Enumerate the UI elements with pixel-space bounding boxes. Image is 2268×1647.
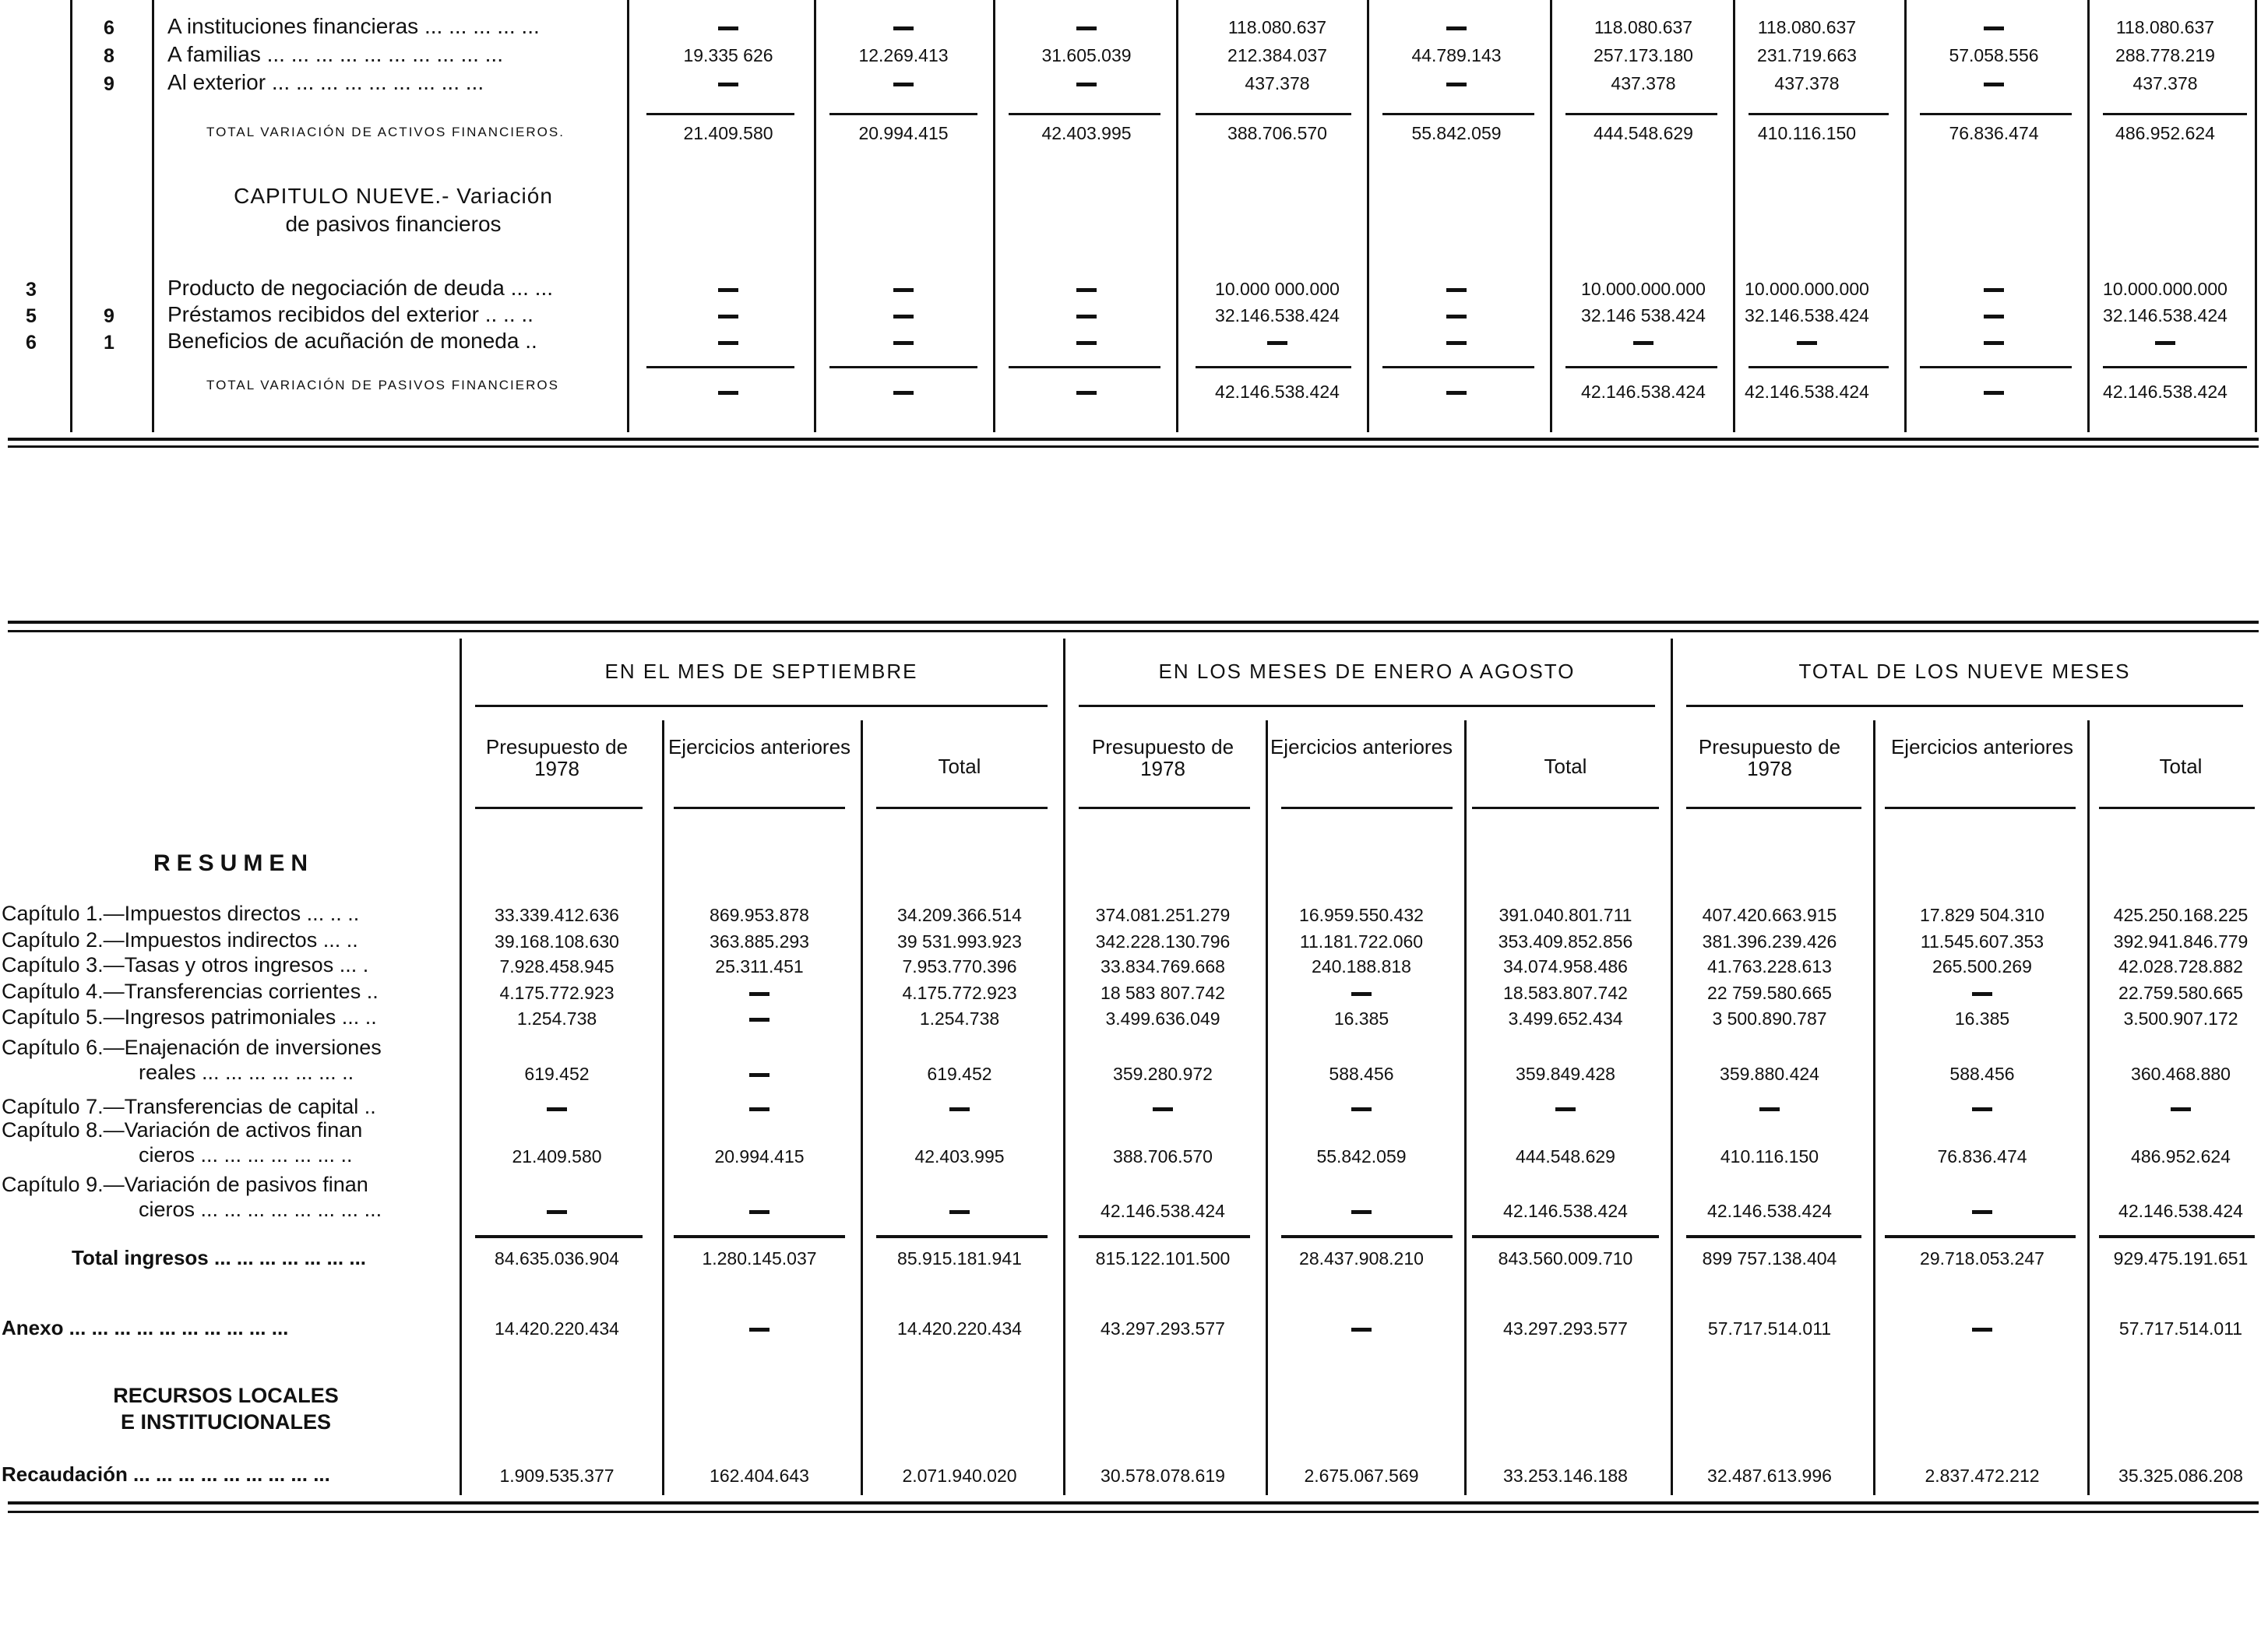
resumen-row-label-cont: reales ... ... ... ... ... ... .. — [139, 1061, 354, 1084]
group-header: EN EL MES DE SEPTIEMBRE — [604, 660, 918, 683]
top-column-rule — [1367, 0, 1369, 432]
top-row9-dash — [1984, 341, 2004, 345]
total-rule — [1281, 1235, 1453, 1238]
sub-column-rule — [1873, 720, 1875, 1495]
total-pasivos-dash — [718, 391, 738, 395]
total-rule — [1472, 1235, 1659, 1238]
top-row-dash — [893, 83, 914, 86]
top-row-value: 288.778.219 — [2115, 45, 2215, 65]
resumen-row-label: Capítulo 9.—Variación de pasivos finan — [2, 1173, 368, 1196]
resumen-row-value: 39.168.108.630 — [495, 931, 619, 952]
resumen-row-value: 16.959.550.432 — [1299, 905, 1424, 925]
resumen-row-value: 34.074.958.486 — [1503, 956, 1628, 977]
total-pasivos-value: 42.146.538.424 — [1745, 382, 1869, 402]
bottom-table-bottom-rule — [8, 1511, 2259, 1513]
subtotal-rule — [2103, 366, 2247, 368]
resumen-row-value: 410.116.150 — [1720, 1146, 1819, 1167]
resumen-row-label: Capítulo 6.—Enajenación de inversiones — [2, 1036, 382, 1059]
resumen-row-label: Capítulo 5.—Ingresos patrimoniales ... .. — [2, 1005, 377, 1029]
resumen-row-value: 869.953.878 — [710, 905, 809, 925]
recaudacion-value: 30.578.078.619 — [1101, 1466, 1225, 1486]
recaudacion-value: 33.253.146.188 — [1503, 1466, 1628, 1486]
group-header: TOTAL DE LOS NUEVE MESES — [1798, 660, 2131, 683]
resumen-row-dash — [2171, 1107, 2191, 1111]
resumen-row-dash — [749, 1107, 770, 1111]
subtotal-rule — [646, 366, 794, 368]
resumen-row-dash — [1351, 1210, 1372, 1214]
total-ingresos-value: 28.437.908.210 — [1299, 1248, 1424, 1269]
resumen-row-value: 619.452 — [524, 1064, 590, 1084]
total-pasivos-dash — [893, 391, 914, 395]
group-header-rule — [1079, 705, 1655, 707]
resumen-row-value: 1.254.738 — [919, 1008, 1000, 1029]
resumen-row-value: 7.928.458.945 — [499, 956, 615, 977]
top-row9-dash — [893, 341, 914, 345]
resumen-row-label-cont: cieros ... ... ... ... ... ... .. — [139, 1143, 353, 1167]
resumen-title: RESUMEN — [153, 850, 314, 876]
resumen-row-value: 359.280.972 — [1113, 1064, 1213, 1084]
recaudacion-value: 2.675.067.569 — [1304, 1466, 1419, 1486]
resumen-row-value: 18 583 807.742 — [1101, 983, 1225, 1003]
total-ingresos-value: 29.718.053.247 — [1920, 1248, 2044, 1269]
total-activos-value: 42.403.995 — [1041, 123, 1132, 143]
resumen-row-dash — [1972, 1210, 1992, 1214]
row-label: Préstamos recibidos del exterior .. .. .. — [167, 302, 534, 326]
row-label: Beneficios de acuñación de moneda .. — [167, 329, 537, 353]
resumen-row-dash — [1351, 1107, 1372, 1111]
total-activos-value: 486.952.624 — [2115, 123, 2215, 143]
anexo-value: 43.297.293.577 — [1503, 1318, 1628, 1339]
top-row9-dash — [718, 341, 738, 345]
total-pasivos-dash — [1984, 391, 2004, 395]
resumen-row-value: 42.028.728.882 — [2118, 956, 2243, 977]
anexo-value: 14.420.220.434 — [495, 1318, 619, 1339]
resumen-row-value: 3.499.636.049 — [1105, 1008, 1220, 1029]
total-ingresos-label: Total ingresos ... ... ... ... ... ... ... — [72, 1246, 367, 1269]
group-header-rule — [475, 705, 1048, 707]
subtotal-rule — [1196, 366, 1351, 368]
resumen-row-value: 42.146.538.424 — [1707, 1201, 1832, 1221]
top-row-value: 44.789.143 — [1411, 45, 1502, 65]
subtotal-rule — [1196, 113, 1351, 115]
group-separator-rule — [1063, 639, 1065, 1495]
resumen-row-value: 42.403.995 — [914, 1146, 1005, 1167]
subtotal-rule — [1920, 113, 2072, 115]
top-row-dash — [1984, 83, 2004, 86]
resumen-row-value: 42.146.538.424 — [1101, 1201, 1225, 1221]
row-code-2: 1 — [104, 332, 114, 354]
top-row-value: 118.080.637 — [1594, 17, 1693, 37]
bottom-table-bottom-rule — [8, 1501, 2259, 1504]
anexo-value: 43.297.293.577 — [1101, 1318, 1225, 1339]
top-row-value: 19.335 626 — [683, 45, 773, 65]
subtotal-rule — [1565, 113, 1717, 115]
total-activos-value: 410.116.150 — [1757, 123, 1857, 143]
row-code-2: 8 — [104, 45, 114, 67]
sub-column-rule — [2087, 720, 2090, 1495]
resumen-row-value: 42.146.538.424 — [1503, 1201, 1628, 1221]
top-table-bottom-rule — [8, 445, 2259, 448]
total-ingresos-value: 843.560.009.710 — [1498, 1248, 1633, 1269]
top-row9-value: 10.000.000.000 — [1745, 279, 1869, 299]
total-ingresos-value: 1.280.145.037 — [702, 1248, 817, 1269]
sub-header: Presupuesto de 1978 — [1698, 735, 1841, 780]
total-activos-label: TOTAL VARIACIÓN DE ACTIVOS FINANCIEROS. — [206, 125, 565, 139]
resumen-row-value: 17.829 504.310 — [1920, 905, 2044, 925]
resumen-row-dash — [949, 1107, 970, 1111]
row-label: A familias ... ... ... ... ... ... ... ... ... ... — [167, 42, 503, 66]
top-row9-dash — [1633, 341, 1653, 345]
total-rule — [674, 1235, 845, 1238]
top-row-value: 437.378 — [1611, 73, 1676, 93]
group-separator-rule — [460, 639, 462, 1495]
recursos-title-line1: RECURSOS LOCALES — [113, 1384, 339, 1407]
resumen-row-value: 342.228.130.796 — [1095, 931, 1231, 952]
sub-header: Ejercicios anteriores — [1270, 735, 1453, 758]
top-row9-dash — [1076, 315, 1097, 318]
resumen-row-value: 33.834.769.668 — [1101, 956, 1225, 977]
recaudacion-label: Recaudación ... ... ... ... ... ... ... ... ... — [2, 1462, 330, 1486]
resumen-row-value: 265.500.269 — [1932, 956, 2032, 977]
resumen-row-dash — [1555, 1107, 1576, 1111]
top-row-dash — [718, 83, 738, 86]
resumen-row-value: 39 531.993.923 — [897, 931, 1022, 952]
total-activos-value: 444.548.629 — [1594, 123, 1693, 143]
resumen-row-value: 41.763.228.613 — [1707, 956, 1832, 977]
top-column-rule — [1550, 0, 1552, 432]
resumen-row-label: Capítulo 1.—Impuestos directos ... .. .. — [2, 902, 360, 925]
top-row-value: 437.378 — [2132, 73, 2198, 93]
resumen-row-value: 33.339.412.636 — [495, 905, 619, 925]
sub-header: Ejercicios anteriores — [667, 735, 851, 758]
top-row-dash — [718, 26, 738, 30]
resumen-row-dash — [1351, 992, 1372, 996]
top-row-value: 31.605.039 — [1041, 45, 1132, 65]
top-row9-value: 10.000 000.000 — [1215, 279, 1340, 299]
resumen-row-value: 11.181.722.060 — [1299, 931, 1424, 952]
resumen-row-value: 21.409.580 — [512, 1146, 602, 1167]
recaudacion-value: 32.487.613.996 — [1707, 1466, 1832, 1486]
resumen-row-value: 588.456 — [1949, 1064, 2015, 1084]
subtotal-rule — [1009, 113, 1160, 115]
bottom-table-top-rule — [8, 630, 2259, 632]
subtotal-rule — [1920, 366, 2072, 368]
resumen-row-value: 619.452 — [927, 1064, 992, 1084]
row-code-2: 6 — [104, 17, 114, 39]
recursos-title-line2: E INSTITUCIONALES — [120, 1410, 331, 1434]
resumen-row-dash — [749, 992, 770, 996]
row-code-1: 6 — [26, 332, 37, 354]
sub-header-rule — [1686, 807, 1861, 809]
top-row9-value: 32.146.538.424 — [1215, 305, 1340, 326]
resumen-row-value: 22 759.580.665 — [1707, 983, 1832, 1003]
top-row-value: 57.058.556 — [1949, 45, 2039, 65]
top-row-value: 257.173.180 — [1594, 45, 1693, 65]
anexo-dash — [1972, 1328, 1992, 1332]
subtotal-rule — [1749, 366, 1889, 368]
total-ingresos-value: 84.635.036.904 — [495, 1248, 619, 1269]
top-row9-dash — [1267, 341, 1287, 345]
top-column-rule — [627, 0, 629, 432]
top-table-bottom-rule — [8, 438, 2259, 441]
total-rule — [1079, 1235, 1250, 1238]
top-row9-value: 32.146.538.424 — [2103, 305, 2228, 326]
top-row9-dash — [1446, 288, 1467, 292]
resumen-row-value: 1.254.738 — [516, 1008, 597, 1029]
total-activos-value: 55.842.059 — [1411, 123, 1502, 143]
subtotal-rule — [1565, 366, 1717, 368]
resumen-row-value: 7.953.770.396 — [902, 956, 1017, 977]
top-row9-dash — [893, 288, 914, 292]
resumen-row-value: 25.311.451 — [715, 956, 804, 977]
resumen-row-value: 4.175.772.923 — [902, 983, 1017, 1003]
resumen-row-dash — [749, 1018, 770, 1022]
resumen-row-dash — [1972, 992, 1992, 996]
resumen-row-value: 20.994.415 — [714, 1146, 805, 1167]
group-header-rule — [1686, 705, 2243, 707]
top-column-rule — [814, 0, 816, 432]
resumen-row-value: 34.209.366.514 — [897, 905, 1022, 925]
resumen-row-value: 3.500.907.172 — [2123, 1008, 2238, 1029]
resumen-row-dash — [749, 1073, 770, 1077]
subtotal-rule — [646, 113, 794, 115]
resumen-row-value: 486.952.624 — [2131, 1146, 2231, 1167]
resumen-row-label: Capítulo 3.—Tasas y otros ingresos ... . — [2, 953, 369, 977]
resumen-row-value: 11.545.607.353 — [1920, 931, 2044, 952]
total-ingresos-value: 85.915.181.941 — [897, 1248, 1022, 1269]
row-code-1: 3 — [26, 279, 37, 301]
resumen-row-label: Capítulo 7.—Transferencias de capital .. — [2, 1095, 376, 1118]
resumen-row-value: 407.420.663.915 — [1702, 905, 1837, 925]
subtotal-rule — [1749, 113, 1889, 115]
sub-header-rule — [1079, 807, 1250, 809]
group-header: EN LOS MESES DE ENERO A AGOSTO — [1158, 660, 1576, 683]
resumen-row-value: 381.396.239.426 — [1702, 931, 1837, 952]
row-label: A instituciones financieras ... ... ... ... ... — [167, 14, 540, 38]
top-row-value: 118.080.637 — [1227, 17, 1327, 37]
resumen-row-dash — [749, 1210, 770, 1214]
resumen-row-label: Capítulo 8.—Variación de activos finan — [2, 1118, 363, 1142]
top-row-value: 437.378 — [1245, 73, 1310, 93]
top-row9-dash — [2155, 341, 2175, 345]
resumen-row-value: 18.583.807.742 — [1503, 983, 1628, 1003]
top-row9-dash — [1984, 288, 2004, 292]
resumen-row-dash — [547, 1210, 567, 1214]
chapter-title-line1: CAPITULO NUEVE.- Variación — [234, 184, 553, 208]
top-row-dash — [1076, 83, 1097, 86]
sub-header-rule — [1885, 807, 2076, 809]
resumen-row-value: 4.175.772.923 — [499, 983, 615, 1003]
total-rule — [1686, 1235, 1861, 1238]
sub-header: Ejercicios anteriores — [1890, 735, 2074, 758]
resumen-row-value: 55.842.059 — [1316, 1146, 1407, 1167]
top-row9-value: 32.146.538.424 — [1745, 305, 1869, 326]
top-row9-dash — [893, 315, 914, 318]
sub-header-rule — [674, 807, 845, 809]
total-activos-value: 20.994.415 — [858, 123, 949, 143]
resumen-row-value: 359.880.424 — [1720, 1064, 1819, 1084]
total-ingresos-value: 899 757.138.404 — [1702, 1248, 1837, 1269]
resumen-row-value: 374.081.251.279 — [1095, 905, 1231, 925]
resumen-row-value: 588.456 — [1329, 1064, 1394, 1084]
anexo-value: 57.717.514.011 — [1707, 1318, 1832, 1339]
bottom-table-top-rule — [8, 621, 2259, 624]
row-code-2: 9 — [104, 305, 114, 327]
top-column-rule — [993, 0, 995, 432]
top-row9-value: 10.000.000.000 — [1581, 279, 1706, 299]
resumen-row-dash — [949, 1210, 970, 1214]
recaudacion-value: 1.909.535.377 — [499, 1466, 615, 1486]
recaudacion-value: 2.837.472.212 — [1925, 1466, 2040, 1486]
top-row-dash — [1984, 26, 2004, 30]
sub-column-rule — [861, 720, 863, 1495]
subtotal-rule — [1382, 366, 1534, 368]
resumen-row-value: 392.941.846.779 — [2113, 931, 2249, 952]
top-row-dash — [1076, 26, 1097, 30]
resumen-row-value: 425.250.168.225 — [2113, 905, 2249, 925]
top-row9-dash — [1984, 315, 2004, 318]
resumen-row-dash — [1972, 1107, 1992, 1111]
resumen-row-value: 42.146.538.424 — [2118, 1201, 2243, 1221]
sub-header: Presupuesto de 1978 — [485, 735, 629, 780]
top-column-rule — [152, 0, 154, 432]
sub-header: Total — [938, 755, 981, 778]
top-row-value: 212.384.037 — [1227, 45, 1327, 65]
sub-header-rule — [876, 807, 1048, 809]
sub-column-rule — [662, 720, 664, 1495]
total-ingresos-value: 815.122.101.500 — [1095, 1248, 1231, 1269]
total-activos-value: 388.706.570 — [1227, 123, 1327, 143]
recaudacion-value: 35.325.086.208 — [2118, 1466, 2243, 1486]
recaudacion-value: 2.071.940.020 — [902, 1466, 1017, 1486]
resumen-row-label: Capítulo 4.—Transferencias corrientes .. — [2, 980, 379, 1003]
total-pasivos-dash — [1446, 391, 1467, 395]
top-row-value: 437.378 — [1774, 73, 1840, 93]
subtotal-rule — [1382, 113, 1534, 115]
resumen-row-value: 76.836.474 — [1937, 1146, 2027, 1167]
top-column-rule — [70, 0, 72, 432]
sub-header: Presupuesto de 1978 — [1091, 735, 1234, 780]
total-activos-value: 21.409.580 — [683, 123, 773, 143]
total-rule — [876, 1235, 1048, 1238]
resumen-row-value: 16.385 — [1333, 1008, 1389, 1029]
top-row-dash — [1446, 26, 1467, 30]
resumen-row-value: 240.188.818 — [1312, 956, 1411, 977]
sub-header-rule — [475, 807, 643, 809]
resumen-row-value: 3.499.652.434 — [1508, 1008, 1623, 1029]
sub-header-rule — [1281, 807, 1453, 809]
top-column-rule — [2255, 0, 2257, 432]
sub-column-rule — [1266, 720, 1268, 1495]
subtotal-rule — [2103, 113, 2247, 115]
subtotal-rule — [829, 366, 977, 368]
resumen-row-label-cont: cieros ... ... ... ... ... ... ... ... — [139, 1198, 382, 1221]
group-separator-rule — [1671, 639, 1673, 1495]
top-row-value: 231.719.663 — [1757, 45, 1857, 65]
anexo-value: 57.717.514.011 — [2118, 1318, 2243, 1339]
resumen-row-value: 22.759.580.665 — [2118, 983, 2243, 1003]
total-pasivos-dash — [1076, 391, 1097, 395]
row-code-2: 9 — [104, 73, 114, 95]
top-row9-value: 10.000.000.000 — [2103, 279, 2228, 299]
total-pasivos-value: 42.146.538.424 — [1215, 382, 1340, 402]
total-ingresos-value: 929.475.191.651 — [2113, 1248, 2249, 1269]
anexo-dash — [1351, 1328, 1372, 1332]
resumen-row-value: 16.385 — [1954, 1008, 2010, 1029]
top-row-value: 118.080.637 — [1757, 17, 1857, 37]
sub-column-rule — [1464, 720, 1467, 1495]
total-rule — [1885, 1235, 2076, 1238]
top-row-dash — [893, 26, 914, 30]
chapter-title-line2: de pasivos financieros — [285, 212, 502, 236]
anexo-label: Anexo ... ... ... ... ... ... ... ... ... ... — [2, 1316, 289, 1339]
anexo-value: 14.420.220.434 — [897, 1318, 1022, 1339]
total-rule — [475, 1235, 643, 1238]
row-label: Producto de negociación de deuda ... ... — [167, 276, 554, 300]
anexo-dash — [749, 1328, 770, 1332]
sub-header-rule — [2099, 807, 2255, 809]
sub-header: Total — [1544, 755, 1587, 778]
top-row9-dash — [1076, 341, 1097, 345]
top-row9-dash — [1446, 341, 1467, 345]
resumen-row-dash — [1759, 1107, 1780, 1111]
total-pasivos-value: 42.146.538.424 — [1581, 382, 1706, 402]
resumen-row-value: 353.409.852.856 — [1498, 931, 1633, 952]
row-code-1: 5 — [26, 305, 37, 327]
subtotal-rule — [1009, 366, 1160, 368]
resumen-row-dash — [1153, 1107, 1173, 1111]
total-pasivos-label: TOTAL VARIACIÓN DE PASIVOS FINANCIEROS — [206, 378, 559, 392]
resumen-row-value: 3 500.890.787 — [1712, 1008, 1827, 1029]
total-pasivos-value: 42.146.538.424 — [2103, 382, 2228, 402]
top-row9-dash — [718, 315, 738, 318]
total-rule — [2099, 1235, 2255, 1238]
resumen-row-value: 363.885.293 — [710, 931, 809, 952]
top-row9-value: 32.146 538.424 — [1581, 305, 1706, 326]
top-column-rule — [1176, 0, 1178, 432]
top-row-value: 118.080.637 — [2115, 17, 2215, 37]
resumen-row-label: Capítulo 2.—Impuestos indirectos ... .. — [2, 928, 358, 952]
total-activos-value: 76.836.474 — [1949, 123, 2039, 143]
resumen-row-value: 360.468.880 — [2131, 1064, 2231, 1084]
top-row-dash — [1446, 83, 1467, 86]
top-row9-dash — [1797, 341, 1817, 345]
top-row9-dash — [1076, 288, 1097, 292]
subtotal-rule — [829, 113, 977, 115]
resumen-row-value: 391.040.801.711 — [1498, 905, 1632, 925]
resumen-row-value: 388.706.570 — [1113, 1146, 1213, 1167]
row-label: Al exterior ... ... ... ... ... ... ... ... ... — [167, 70, 484, 94]
resumen-row-dash — [547, 1107, 567, 1111]
sub-header-rule — [1472, 807, 1659, 809]
top-row9-dash — [718, 288, 738, 292]
recaudacion-value: 162.404.643 — [710, 1466, 809, 1486]
sub-header: Total — [2159, 755, 2203, 778]
resumen-row-value: 359.849.428 — [1516, 1064, 1615, 1084]
top-row-value: 12.269.413 — [858, 45, 949, 65]
top-row9-dash — [1446, 315, 1467, 318]
resumen-row-value: 444.548.629 — [1516, 1146, 1615, 1167]
